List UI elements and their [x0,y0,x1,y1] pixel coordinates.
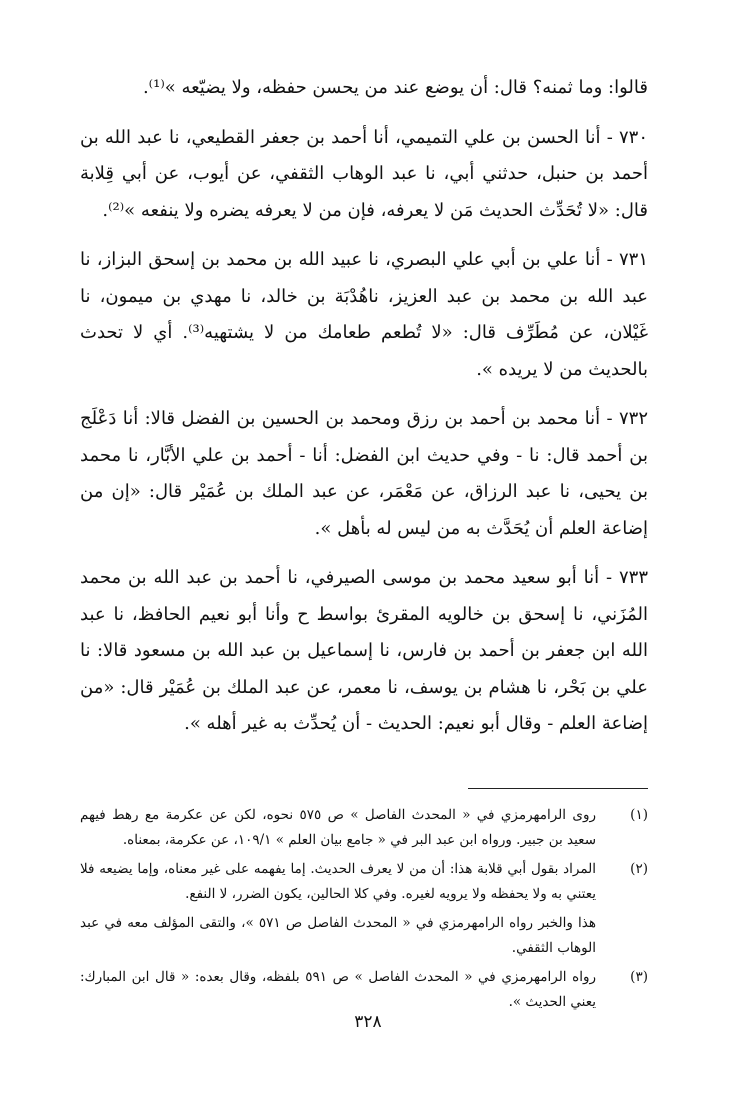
page-number: ٣٢٨ [354,1012,382,1032]
paragraph-732: ٧٣٢ - أنا محمد بن أحمد بن رزق ومحمد بن الحسين بن الفضل قالا: أنا دَعْلَج بن أحمد قال: نا - وفي حديث ابن الفضل: أنا - أحمد بن علي الأبَّار، نا محمد بن يحيى، نا عبد الرزاق، عن مَعْمَر، عن عبد الملك بن عُمَيْر قال: «إن من إضاعة العلم أن يُحَدَّث به من ليس له بأهل ». [80,408,648,539]
footnote-3 [80,965,648,1015]
paragraph-continuation: قالوا: وما ثمنه؟ قال: أن يوضع عند من يحسن حفظه، ولا يضيّعه »⁽¹⁾. [142,77,648,98]
footnote-text: روى الرامهرمزي في « المحدث الفاصل » ص ٥٧٥ نحوه، لكن عن عكرمة مع رهط فيهم سعيد بن جبير. ورواه ابن عبد البر في « جامع بيان العلم » ١٠٩/١، عن عكرمة، بمعناه. [80,806,596,848]
footnote-2 [80,857,648,907]
footnotes [80,803,648,1015]
footnote-marker: (١) [630,806,648,823]
footnote-2-continuation: هذا والخبر رواه الرامهرمزي في « المحدث الفاصل ص ٥٧١ »، والتقى المؤلف معه في عبد الوهاب الثقفي. [80,914,596,956]
paragraph-730: ٧٣٠ - أنا الحسن بن علي التميمي، أنا أحمد بن جعفر القطيعي، نا عبد الله بن أحمد بن حنبل، حدثني أبي، نا عبد الوهاب الثقفي، عن أيوب، عن أبي قِلابة قال: «لا تُحَدِّث الحديث مَن لا يعرفه، فإن من لا يعرفه يضره ولا ينفعه »⁽²⁾. [80,126,648,221]
footnote-marker: (٣) [630,968,648,985]
footnote-divider [468,788,648,789]
footnote-text: المراد بقول أبي قلابة هذا: أن من لا يعرف الحديث. إما يفهمه على غير معناه، وإما يضيعه فلا يعتني به ولا يحفظه ولا يرويه لغيره. وفي كلا الحالين، يكون الضرر، لا النفع. [80,860,596,902]
footnote-text: رواه الرامهرمزي في « المحدث الفاصل » ص ٥٩١ بلفظه، وقال بعده: « قال ابن المبارك: يعني الحديث ». [80,968,597,1010]
main-text [80,70,648,743]
paragraph-731: ٧٣١ - أنا علي بن أبي علي البصري، نا عبيد الله بن محمد بن إسحق البزاز، نا عبد الله بن محمد بن عبد العزيز، ناهُدْبَة بن خالد، نا مهدي بن ميمون، نا غَيْلان، عن مُطَرِّف قال: «لا تُطعم طعامك من لا يشتهيه⁽³⁾. أي لا تحدث بالحديث من لا يريده ». [80,249,648,380]
paragraph-733: ٧٣٣ - أنا أبو سعيد محمد بن موسى الصيرفي، نا أحمد بن عبد الله بن محمد المُزَني، نا إسحق بن خالويه المقرئ بواسط ح وأنا أبو نعيم الحافظ، نا عبد الله ابن جعفر بن أحمد بن فارس، نا إسماعيل بن عبد الله بن مسعود قالا: نا علي بن بَحْر، نا هشام بن يوسف، نا معمر، عن عبد الملك بن عُمَيْر قال: «من إضاعة العلم - وقال أبو نعيم: الحديث - أن يُحدِّث به غير أهله ». [80,567,648,734]
footnote-marker: (٢) [630,860,648,877]
footnote-1 [80,803,648,853]
